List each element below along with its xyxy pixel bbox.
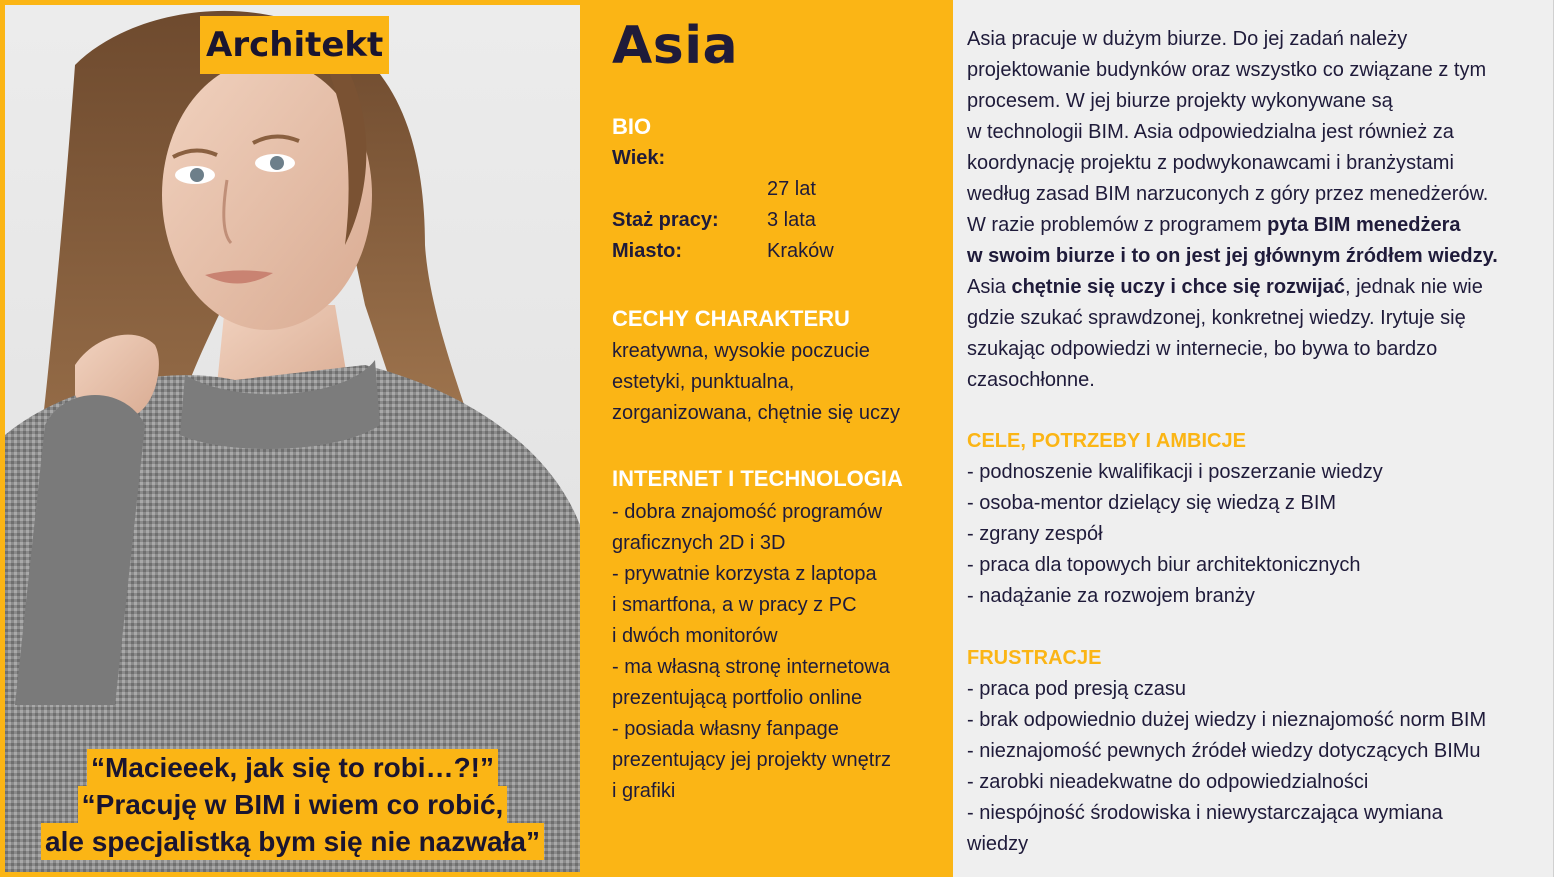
persona-info-column: [585, 0, 953, 877]
bio-experience-row: [612, 205, 767, 235]
desc-line: [967, 272, 1547, 303]
quote-line-3: [5, 823, 580, 860]
persona-photo-panel: [0, 0, 585, 877]
desc-line: projektowanie budynków oraz wszystko co związane z tym: [967, 59, 1487, 81]
desc-line: czasochłonne.: [967, 369, 1095, 391]
desc-text-run: Asia: [967, 276, 1012, 298]
tech-line: - ma własną stronę internetowa: [612, 656, 890, 678]
desc-bold-run: w swoim biurze i to on jest jej głównym źródłem wiedzy.: [967, 245, 1498, 267]
goals-item: - praca dla topowych biur architektonicznych: [967, 554, 1361, 576]
desc-line: [967, 210, 1547, 241]
tech-line: - posiada własny fanpage: [612, 718, 839, 740]
frustrations-title: FRUSTRACJE: [967, 647, 1102, 669]
bio-city-row: [612, 236, 767, 266]
goals-item: - podnoszenie kwalifikacji i poszerzanie wiedzy: [967, 461, 1383, 483]
desc-line: według zasad BIM narzuconych z góry przez menedżerów.: [967, 183, 1489, 205]
goals-item: - zgrany zespół: [967, 523, 1103, 545]
goals-title: CELE, POTRZEBY I AMBICJE: [967, 430, 1246, 452]
tech-line: i dwóch monitorów: [612, 625, 778, 647]
quote-text: “Macieeek, jak się to robi…?!”: [87, 749, 498, 786]
persona-quotes: [5, 749, 580, 860]
desc-line: procesem. W jej biurze projekty wykonywane są: [967, 90, 1393, 112]
tech-line: graficznych 2D i 3D: [612, 532, 786, 554]
tech-line: prezentującą portfolio online: [612, 687, 863, 709]
frustrations-item: - niespójność środowiska i niewystarczająca wymiana: [967, 802, 1443, 824]
traits-line: zorganizowana, chętnie się uczy: [612, 402, 900, 424]
goals-item: - osoba-mentor dzielący się wiedzą z BIM: [967, 492, 1337, 514]
quote-line-1: [5, 749, 580, 786]
bio-label: Wiek:: [612, 147, 666, 169]
quote-text: “Pracuję w BIM i wiem co robić,: [78, 786, 508, 823]
quote-line-2: [5, 786, 580, 823]
frustrations-list: [967, 674, 1486, 860]
bio-label: Miasto:: [612, 240, 682, 262]
frustrations-item: - nieznajomość pewnych źródeł wiedzy dotyczących BIMu: [967, 740, 1481, 762]
persona-photo: [5, 5, 580, 872]
tech-line: - prywatnie korzysta z laptopa: [612, 563, 877, 585]
bio-title: BIO: [612, 114, 652, 139]
tech-line: i smartfona, a w pracy z PC: [612, 594, 857, 616]
desc-text-run: W razie problemów z programem: [967, 214, 1268, 236]
desc-line: w technologii BIM. Asia odpowiedzialna jest również za: [967, 121, 1454, 143]
traits-text: [612, 336, 942, 429]
bio-age-label: [612, 143, 767, 173]
tech-text: [612, 497, 942, 807]
desc-line: Asia pracuje w dużym biurze. Do jej zadań należy: [967, 28, 1408, 50]
frustrations-item: - brak odpowiednio dużej wiedzy i nieznajomość norm BIM: [967, 709, 1487, 731]
traits-title: CECHY CHARAKTERU: [612, 306, 850, 331]
traits-line: kreatywna, wysokie poczucie: [612, 340, 870, 362]
desc-bold-run: pyta BIM menedżera: [1267, 214, 1461, 236]
bio-experience-value: 3 lata: [767, 209, 816, 231]
persona-description-column: [953, 0, 1554, 877]
traits-line: estetyki, punktualna,: [612, 371, 795, 393]
desc-line: [967, 241, 1547, 272]
frustrations-item: wiedzy: [967, 833, 1029, 855]
quote-text: ale specjalistką bym się nie nazwała”: [41, 823, 544, 860]
persona-name: Asia: [612, 16, 739, 76]
tech-title: INTERNET I TECHNOLOGIA: [612, 466, 903, 491]
desc-bold-run: chętnie się uczy i chce się rozwijać: [1011, 276, 1345, 298]
bio-label: Staż pracy:: [612, 209, 719, 231]
goals-list: [967, 457, 1383, 612]
tech-line: i grafiki: [612, 780, 676, 802]
desc-line: gdzie szukać sprawdzonej, konkretnej wiedzy. Irytuje się: [967, 307, 1466, 329]
frustrations-item: - praca pod presją czasu: [967, 678, 1187, 700]
desc-text-run: , jednak nie wie: [1344, 276, 1483, 298]
bio-city-value: Kraków: [767, 240, 834, 262]
tech-line: - dobra znajomość programów: [612, 501, 883, 523]
goals-item: - nadążanie za rozwojem branży: [967, 585, 1255, 607]
desc-line: szukając odpowiedzi w internecie, bo bywa to bardzo: [967, 338, 1438, 360]
frustrations-item: - zarobki nieadekwatne do odpowiedzialności: [967, 771, 1369, 793]
desc-line: koordynację projektu z podwykonawcami i branżystami: [967, 152, 1454, 174]
persona-description: [967, 24, 1547, 396]
role-badge: Architekt: [200, 16, 389, 74]
bio-age-value: 27 lat: [767, 178, 816, 200]
tech-line: prezentujący jej projekty wnętrz: [612, 749, 892, 771]
